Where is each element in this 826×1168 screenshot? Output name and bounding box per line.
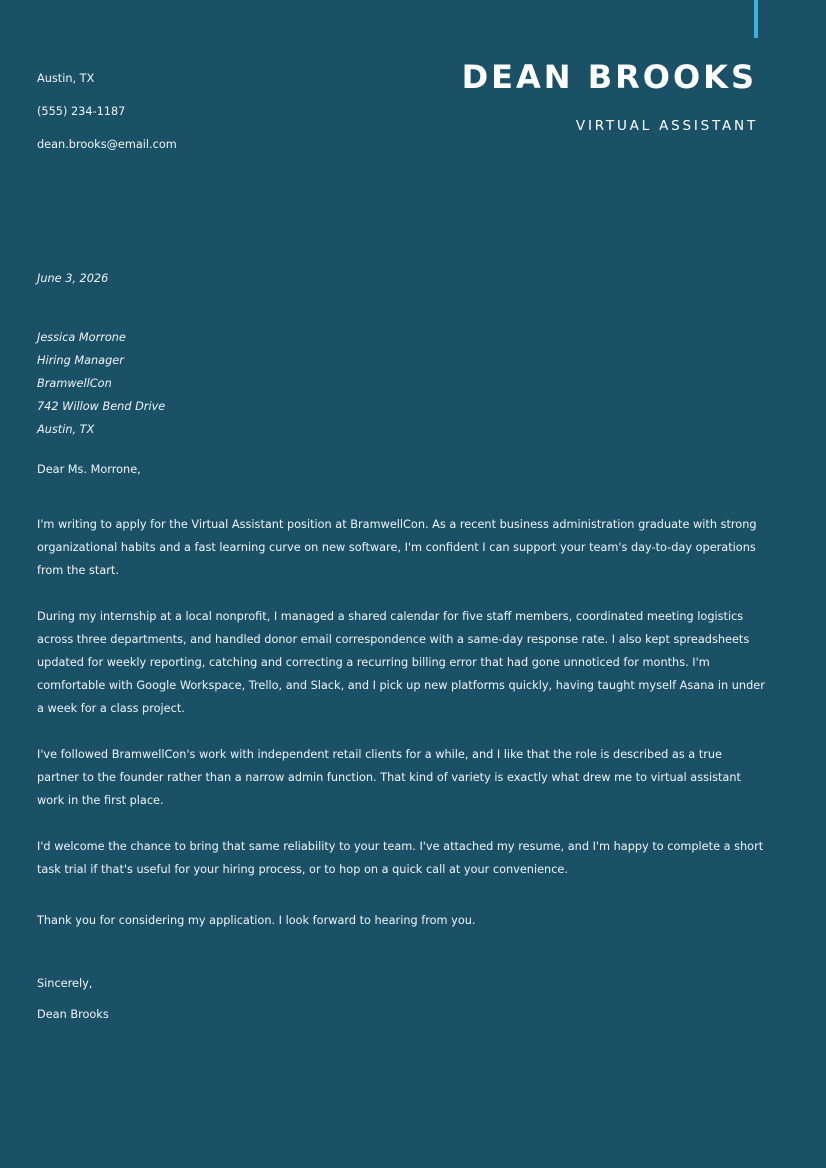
body-paragraph: During my internship at a local nonprofit, I managed a shared calendar for five staff members, coordinated meeting logistics across three departments, and handled donor email correspondence with a same-day response rate. I also kept spreadsheets updated for weekly reporting, catching and correcting a recurring billing error that had gone unnoticed for months. I'm comfortable with Google Workspace, Trello, and Slack, and I pick up new platforms quickly, having taught myself Asana in under a week for a class project. [37, 610, 765, 715]
signoff: Sincerely, [37, 977, 93, 990]
closing-line: Thank you for considering my application. I look forward to hearing from you. [37, 914, 476, 927]
recipient-role: Hiring Manager [37, 354, 124, 367]
contact-location: Austin, TX [37, 72, 95, 85]
body-paragraph: I'm writing to apply for the Virtual Assistant position at BramwellCon. As a recent business administration graduate with strong organizational habits and a fast learning curve on new software, I'm confident I can support your team's day-to-day operations from the start. [37, 518, 757, 577]
letter-body [37, 513, 767, 904]
applicant-title: VIRTUAL ASSISTANT [575, 118, 758, 134]
recipient-street: 742 Willow Bend Drive [37, 400, 166, 413]
accent-bar [754, 0, 758, 38]
recipient-city: Austin, TX [37, 423, 95, 436]
contact-email: dean.brooks@email.com [37, 138, 177, 151]
body-paragraph: I'd welcome the chance to bring that same reliability to your team. I've attached my resume, and I'm happy to complete a short task trial if that's useful for your hiring process, or to hop on a quick call at your convenience. [37, 840, 764, 876]
salutation: Dear Ms. Morrone, [37, 463, 141, 476]
letter-date: June 3, 2026 [37, 272, 109, 285]
recipient-block [37, 326, 165, 441]
recipient-name: Jessica Morrone [37, 331, 126, 344]
contact-block [37, 72, 337, 171]
applicant-name: DEAN BROOKS [461, 58, 757, 96]
recipient-company: BramwellCon [37, 377, 112, 390]
contact-phone: (555) 234-1187 [37, 105, 126, 118]
body-paragraph: I've followed BramwellCon's work with independent retail clients for a while, and I like that the role is described as a true partner to the founder rather than a narrow admin function. That kind of variety is exactly what drew me to virtual assistant work in the first place. [37, 748, 741, 807]
signature-name: Dean Brooks [37, 1008, 109, 1021]
